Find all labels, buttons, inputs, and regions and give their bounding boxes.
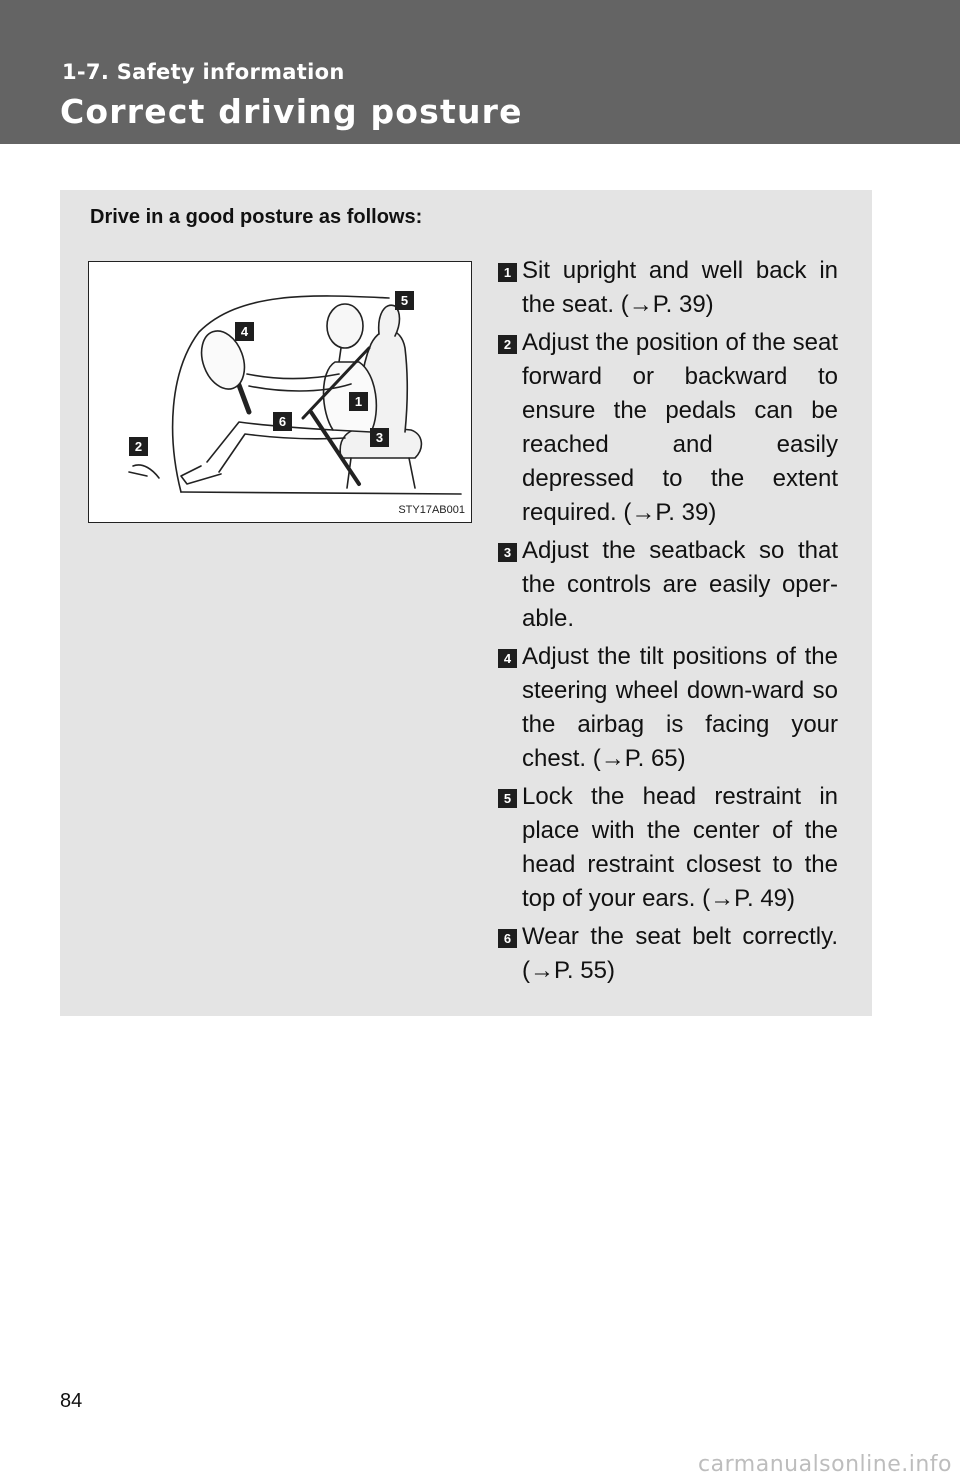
- figure-code: STY17AB001: [398, 504, 465, 516]
- step-text: Sit upright and well back in the seat. (→P. 39): [522, 257, 838, 318]
- svg-text:6: 6: [278, 414, 287, 429]
- step-item: [498, 326, 838, 530]
- watermark: carmanualsonline.info: [698, 1452, 952, 1477]
- page-header: [0, 0, 960, 144]
- step-number-badge: 5: [498, 789, 517, 808]
- step-text: Adjust the seatback so that the controls are easily oper-able.: [522, 537, 838, 632]
- svg-text:4: 4: [240, 324, 249, 339]
- driving-posture-illustration: [88, 261, 472, 523]
- svg-text:1: 1: [354, 394, 363, 409]
- page-number: 84: [60, 1390, 83, 1412]
- step-item: [498, 640, 838, 776]
- page-title: Correct driving posture: [60, 92, 523, 131]
- step-number-badge: 3: [498, 543, 517, 562]
- driver-seat-drawing: [89, 262, 470, 521]
- step-text: Adjust the tilt positions of the steering wheel down-ward so the airbag is facing your chest. (→P. 65): [522, 643, 838, 772]
- step-text: Wear the seat belt correctly. (→P. 55): [522, 923, 838, 984]
- step-text: Adjust the position of the seat forward or backward to ensure the pedals can be reached and easily depressed to the extent required. (→P. 39): [522, 329, 838, 526]
- step-item: [498, 534, 838, 636]
- svg-text:5: 5: [400, 293, 409, 308]
- section-label: 1-7. Safety information: [62, 60, 345, 84]
- step-item: [498, 920, 838, 988]
- step-number-badge: 2: [498, 335, 517, 354]
- svg-text:2: 2: [134, 439, 143, 454]
- intro-text: Drive in a good posture as follows:: [90, 206, 423, 228]
- svg-text:3: 3: [375, 430, 384, 445]
- posture-steps-list: [498, 254, 838, 992]
- step-text: Lock the head restraint in place with the center of the head restraint closest to the top of your ears. (→P. 49): [522, 783, 838, 912]
- step-item: [498, 254, 838, 322]
- step-number-badge: 6: [498, 929, 517, 948]
- step-number-badge: 4: [498, 649, 517, 668]
- step-item: [498, 780, 838, 916]
- step-number-badge: 1: [498, 263, 517, 282]
